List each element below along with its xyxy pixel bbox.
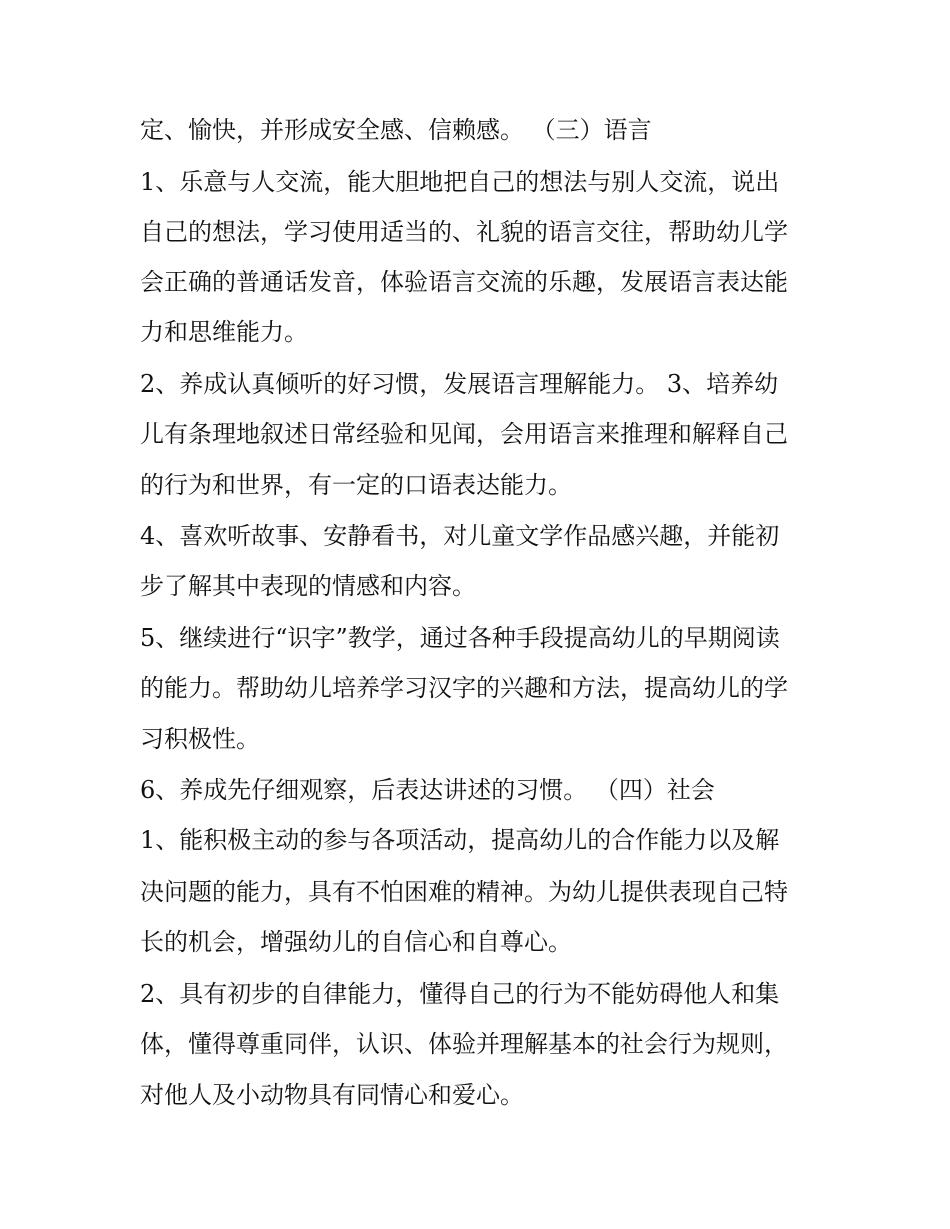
text-line: 2、具有初步的自律能力，懂得自己的行为不能妨碍他人和集: [140, 980, 780, 1008]
text-line: 定、愉快，并形成安全感、信赖感。 （三）语言: [140, 116, 652, 144]
text-line: 习积极性。: [140, 725, 260, 753]
text-line: 1、能积极主动的参与各项活动，提高幼儿的合作能力以及解: [140, 826, 780, 854]
text-line: 长的机会，增强幼儿的自信心和自尊心。: [140, 928, 572, 956]
text-line: 步了解其中表现的情感和内容。: [140, 572, 476, 600]
text-line: 会正确的普通话发音，体验语言交流的乐趣，发展语言表达能: [140, 268, 788, 296]
text-line: 体，懂得尊重同伴，认识、体验并理解基本的社会行为规则，: [140, 1030, 788, 1058]
text-line: 力和思维能力。: [140, 318, 308, 346]
text-line: 6、养成先仔细观察，后表达讲述的习惯。 （四）社会: [140, 776, 715, 804]
text-line: 儿有条理地叙述日常经验和见闻，会用语言来推理和解释自己: [140, 420, 788, 448]
text-line: 的行为和世界，有一定的口语表达能力。: [140, 471, 572, 499]
text-line: 决问题的能力，具有不怕困难的精神。为幼儿提供表现自己特: [140, 878, 788, 906]
text-line: 1、乐意与人交流，能大胆地把自己的想法与别人交流，说出: [140, 168, 780, 196]
text-line: 自己的想法，学习使用适当的、礼貌的语言交往，帮助幼儿学: [140, 218, 788, 246]
text-line: 4、喜欢听故事、安静看书，对儿童文学作品感兴趣，并能初: [140, 522, 780, 550]
text-line: 对他人及小动物具有同情心和爱心。: [140, 1081, 524, 1109]
text-line: 2、养成认真倾听的好习惯，发展语言理解能力。 3、培养幼: [140, 370, 779, 398]
text-line: 5、继续进行“识字”教学，通过各种手段提高幼儿的早期阅读: [140, 624, 780, 652]
text-line: 的能力。帮助幼儿培养学习汉字的兴趣和方法，提高幼儿的学: [140, 674, 788, 702]
